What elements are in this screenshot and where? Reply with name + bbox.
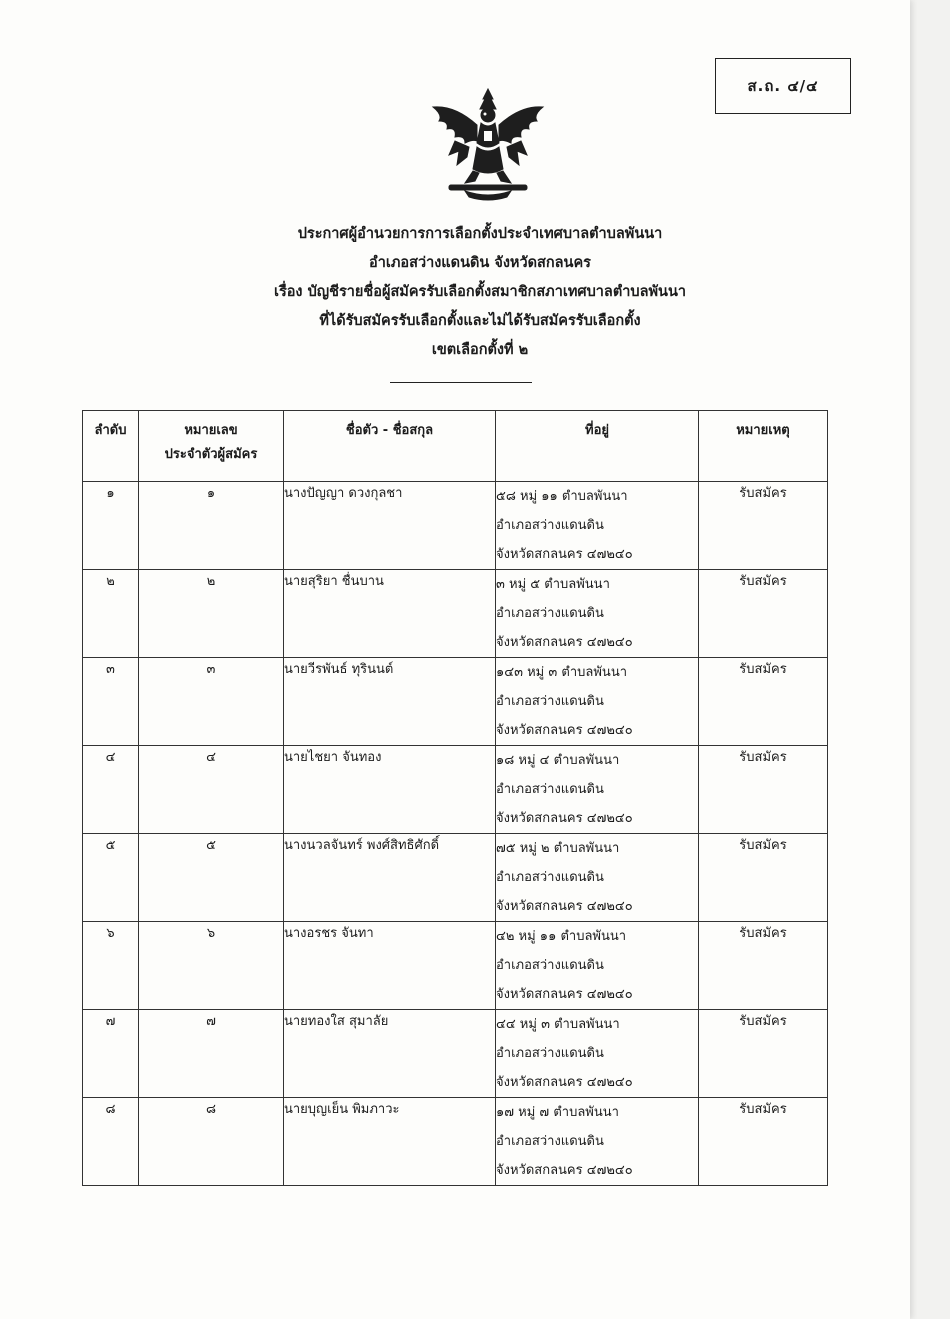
address-line-1: ๔๒ หมู่ ๑๑ ตำบลพันนา xyxy=(496,929,627,944)
row-order: ๑ xyxy=(83,482,139,570)
row-name: นางปัญญา ดวงกุลชา xyxy=(284,482,496,570)
address-line-1: ๓ หมู่ ๕ ตำบลพันนา xyxy=(496,577,610,592)
table-row xyxy=(83,922,828,1010)
address-line-3: จังหวัดสกลนคร ๔๗๒๔๐ xyxy=(496,987,633,1002)
row-remark: รับสมัคร xyxy=(699,658,828,746)
row-remark: รับสมัคร xyxy=(699,834,828,922)
table-row xyxy=(83,658,828,746)
heading-line-2: อำเภอสว่างแดนดิน จังหวัดสกลนคร xyxy=(369,255,591,271)
header-remark: หมายเหตุ xyxy=(699,411,828,482)
row-address xyxy=(496,658,699,746)
row-remark: รับสมัคร xyxy=(699,1098,828,1186)
heading-line-5: เขตเลือกตั้งที่ ๒ xyxy=(431,342,529,358)
row-order: ๔ xyxy=(83,746,139,834)
row-candidate-number: ๗ xyxy=(139,1010,284,1098)
row-order: ๒ xyxy=(83,570,139,658)
row-remark: รับสมัคร xyxy=(699,922,828,1010)
row-candidate-number: ๓ xyxy=(139,658,284,746)
header-order: ลำดับ xyxy=(83,411,139,482)
address-line-1: ๑๔๓ หมู่ ๓ ตำบลพันนา xyxy=(496,665,628,680)
address-line-2: อำเภอสว่างแดนดิน xyxy=(496,518,604,533)
row-address xyxy=(496,1010,699,1098)
row-address xyxy=(496,1098,699,1186)
address-line-3: จังหวัดสกลนคร ๔๗๒๔๐ xyxy=(496,1075,633,1090)
row-candidate-number: ๘ xyxy=(139,1098,284,1186)
row-remark: รับสมัคร xyxy=(699,482,828,570)
address-line-2: อำเภอสว่างแดนดิน xyxy=(496,1046,604,1061)
row-remark: รับสมัคร xyxy=(699,746,828,834)
table-row xyxy=(83,746,828,834)
address-line-2: อำเภอสว่างแดนดิน xyxy=(496,694,604,709)
address-line-3: จังหวัดสกลนคร ๔๗๒๔๐ xyxy=(496,811,633,826)
heading-divider xyxy=(390,382,532,383)
address-line-1: ๑๗ หมู่ ๗ ตำบลพันนา xyxy=(496,1105,619,1120)
form-code-box xyxy=(715,58,851,114)
row-address xyxy=(496,922,699,1010)
announcement-heading xyxy=(150,220,810,365)
row-name: นายวีรพันธ์ ทุรินนต์ xyxy=(284,658,496,746)
row-candidate-number: ๕ xyxy=(139,834,284,922)
address-line-2: อำเภอสว่างแดนดิน xyxy=(496,958,604,973)
header-name: ชื่อตัว - ชื่อสกุล xyxy=(284,411,496,482)
table-row xyxy=(83,1098,828,1186)
table-row xyxy=(83,1010,828,1098)
row-address xyxy=(496,570,699,658)
row-order: ๓ xyxy=(83,658,139,746)
address-line-2: อำเภอสว่างแดนดิน xyxy=(496,606,604,621)
address-line-1: ๗๕ หมู่ ๒ ตำบลพันนา xyxy=(496,841,620,856)
address-line-1: ๕๘ หมู่ ๑๑ ตำบลพันนา xyxy=(496,489,628,504)
row-candidate-number: ๖ xyxy=(139,922,284,1010)
row-address xyxy=(496,482,699,570)
heading-line-3: เรื่อง บัญชีรายชื่อผู้สมัครรับเลือกตั้งสมาชิกสภาเทศบาลตำบลพันนา xyxy=(273,284,686,300)
address-line-1: ๔๔ หมู่ ๓ ตำบลพันนา xyxy=(496,1017,620,1032)
row-candidate-number: ๑ xyxy=(139,482,284,570)
row-candidate-number: ๒ xyxy=(139,570,284,658)
row-address xyxy=(496,746,699,834)
address-line-2: อำเภอสว่างแดนดิน xyxy=(496,1134,604,1149)
row-name: นางอรชร จันทา xyxy=(284,922,496,1010)
address-line-3: จังหวัดสกลนคร ๔๗๒๔๐ xyxy=(496,1163,633,1178)
header-address: ที่อยู่ xyxy=(496,411,699,482)
heading-line-4: ที่ได้รับสมัครรับเลือกตั้งและไม่ได้รับสมัครรับเลือกตั้ง xyxy=(319,313,641,329)
address-line-3: จังหวัดสกลนคร ๔๗๒๔๐ xyxy=(496,723,633,738)
row-name: นายบุญเย็น พิมภาวะ xyxy=(284,1098,496,1186)
row-order: ๕ xyxy=(83,834,139,922)
heading-line-1: ประกาศผู้อำนวยการการเลือกตั้งประจำเทศบาลตำบลพันนา xyxy=(297,226,663,242)
address-line-2: อำเภอสว่างแดนดิน xyxy=(496,782,604,797)
header-candidate-number-line-1: หมายเลข xyxy=(184,423,238,438)
header-candidate-number xyxy=(139,411,284,482)
form-code: ส.ถ. ๔/๔ xyxy=(747,77,819,95)
garuda-emblem-icon xyxy=(425,85,551,205)
address-line-3: จังหวัดสกลนคร ๔๗๒๔๐ xyxy=(496,547,633,562)
row-name: นายทองใส สุมาลัย xyxy=(284,1010,496,1098)
table-row xyxy=(83,570,828,658)
row-candidate-number: ๔ xyxy=(139,746,284,834)
address-line-1: ๑๘ หมู่ ๔ ตำบลพันนา xyxy=(496,753,620,768)
row-name: นายไชยา จันทอง xyxy=(284,746,496,834)
address-line-3: จังหวัดสกลนคร ๔๗๒๔๐ xyxy=(496,635,633,650)
row-name: นายสุริยา ชื่นบาน xyxy=(284,570,496,658)
header-candidate-number-line-2: ประจำตัวผู้สมัคร xyxy=(164,447,258,462)
row-remark: รับสมัคร xyxy=(699,1010,828,1098)
row-remark: รับสมัคร xyxy=(699,570,828,658)
row-address xyxy=(496,834,699,922)
candidate-table xyxy=(82,410,828,1186)
address-line-3: จังหวัดสกลนคร ๔๗๒๔๐ xyxy=(496,899,633,914)
table-row xyxy=(83,482,828,570)
table-header-row xyxy=(83,411,828,482)
row-order: ๖ xyxy=(83,922,139,1010)
row-order: ๗ xyxy=(83,1010,139,1098)
row-name: นางนวลจันทร์ พงศ์สิทธิศักดิ์ xyxy=(284,834,496,922)
table-row xyxy=(83,834,828,922)
row-order: ๘ xyxy=(83,1098,139,1186)
address-line-2: อำเภอสว่างแดนดิน xyxy=(496,870,604,885)
